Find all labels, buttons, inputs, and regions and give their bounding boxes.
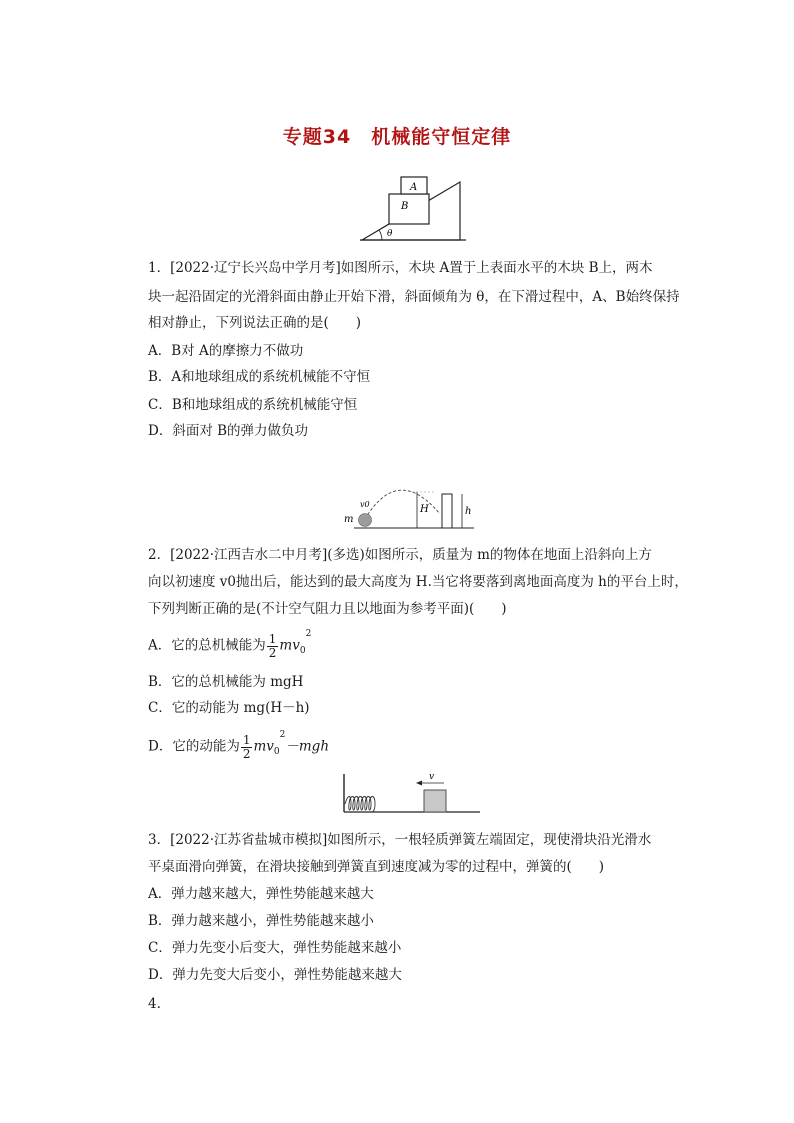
sub-zero-d: 0	[273, 747, 280, 758]
q2-option-d	[148, 730, 330, 762]
fig1-label-a: A	[410, 182, 418, 193]
term-mv: mv	[279, 637, 300, 654]
fraction-one-half-d: $\frac{1}{2}$	[242, 732, 251, 761]
q3-option-b: B．弹力越来越小，弹性势能越来越小	[148, 913, 374, 929]
fig1-label-b: B	[401, 201, 409, 212]
q2-stem-line-2: 向以初速度 v0抛出后，能达到的最大高度为 H.当它将要落到离地面高度为 h的平台上时，	[148, 574, 688, 590]
q2-option-a	[148, 629, 312, 661]
q4-number: 4.	[148, 996, 161, 1012]
q1-stem-line-3: 相对静止，下列说法正确的是( )	[148, 315, 362, 331]
q1-stem-line-1: 1．[2022·辽宁长兴岛中学月考]如图所示，木块 A置于上表面水平的木块 B上，两木	[148, 260, 653, 276]
q3-option-d: D．弹力先变大后变小，弹性势能越来越大	[148, 967, 402, 983]
fig3-label-v: v	[429, 772, 435, 782]
q2-stem-line-1: 2．[2022·江西吉水二中月考](多选)如图所示，质量为 m的物体在地面上沿斜向上方	[148, 547, 652, 563]
q1-option-a: A．B对 A的摩擦力不做功	[148, 343, 304, 359]
page-title: 专题34 机械能守恒定律	[282, 126, 512, 148]
fig2-label-h: h	[465, 506, 472, 517]
q1-option-b: B．A和地球组成的系统机械能不守恒	[148, 369, 371, 385]
term-minus-mgh: －mgh	[285, 738, 330, 755]
sup-two-d: 2	[279, 730, 286, 740]
q2-option-b: B．它的总机械能为 mgH	[148, 674, 304, 690]
fig2-label-H: H	[420, 504, 429, 515]
term-mv-d: mv	[253, 738, 274, 755]
q2-option-a-prefix: A．它的总机械能为	[148, 637, 266, 654]
q2-option-c: C．它的动能为 mg(H－h)	[148, 700, 310, 716]
q1-stem-line-2: 块一起沿固定的光滑斜面由静止开始下滑，斜面倾角为 θ，在下滑过程中，A、B始终保持	[148, 289, 680, 305]
sup-two: 2	[305, 629, 312, 639]
figure-projectile	[340, 486, 480, 532]
figure-spring-block	[340, 770, 482, 816]
q1-option-d: D．斜面对 B的弹力做负功	[148, 423, 309, 439]
q2-option-d-prefix: D．它的动能为	[148, 738, 240, 755]
fig1-label-theta: θ	[387, 229, 393, 239]
q3-stem-line-1: 3．[2022·江苏省盐城市模拟]如图所示，一根轻质弹簧左端固定，现使滑块沿光滑水	[148, 832, 652, 848]
fig2-label-v0: v0	[360, 500, 370, 509]
sub-zero: 0	[299, 646, 306, 657]
q3-option-a: A．弹力越来越大，弹性势能越来越大	[148, 886, 374, 902]
q1-option-c: C．B和地球组成的系统机械能守恒	[148, 397, 358, 413]
fig2-label-m: m	[344, 514, 354, 525]
fraction-one-half: $\frac{1}{2}$	[268, 631, 277, 660]
q3-stem-line-2: 平桌面滑向弹簧，在滑块接触到弹簧直到速度减为零的过程中，弹簧的( )	[148, 859, 605, 875]
figure-incline-blocks	[360, 172, 466, 244]
q2-stem-line-3: 下列判断正确的是(不计空气阻力且以地面为参考平面)( )	[148, 601, 507, 617]
q3-option-c: C．弹力先变小后变大，弹性势能越来越小	[148, 940, 402, 956]
